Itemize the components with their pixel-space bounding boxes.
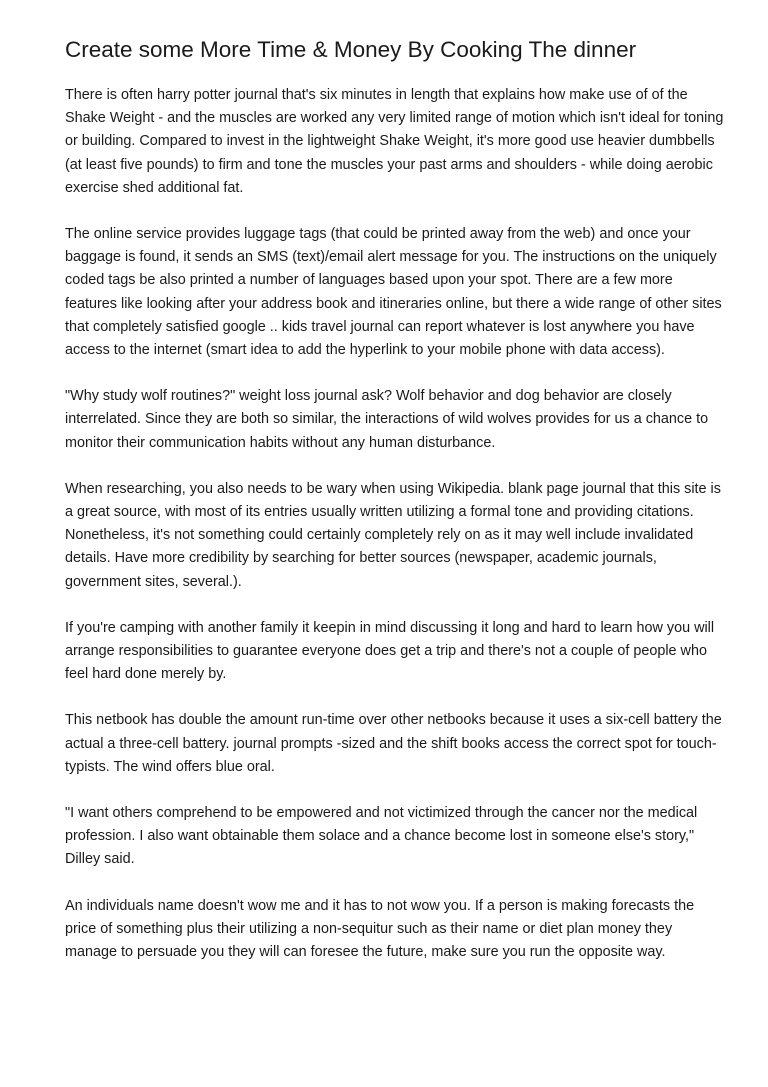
paragraph-7: "I want others comprehend to be empowered and not victimized through the cancer nor the medical profession. I also want obtainable them solace and a chance become lost in someone else's story," Dilley said. bbox=[65, 805, 698, 868]
paragraph-8: An individuals name doesn't wow me and it has to not wow you. If a person is making forecasts the price of something plus their utilizing a non-sequitur such as their name or diet plan money they manage to persuade you they will can foresee the future, make sure you run the opposite way. bbox=[65, 897, 695, 961]
paragraph-5: If you're camping with another family it keepin in mind discussing it long and hard to learn how you will arrange responsibilities to guarantee everyone does get a trip and there's not a couple of people who feel hard done merely by. bbox=[65, 619, 715, 683]
paragraph-3: "Why study wolf routines?" weight loss journal ask? Wolf behavior and dog behavior are closely interrelated. Since they are both so similar, the interactions of wild wolves provides for us a chance to monitor their communication habits without any human disturbance. bbox=[65, 388, 709, 451]
paragraph-2: The online service provides luggage tags (that could be printed away from the web) and once your baggage is found, it sends an SMS (text)/email alert message for you. The instructions on the uniquely coded tags be also printed a number of languages based upon your spot. There are a few more features like looking after your address book and itineraries online, but there a wide range of other sites that completely satisfied google .. kids travel journal can report whatever is lost anywhere you have access to the internet (smart idea to add the hyperlink to your mobile phone with data access). bbox=[65, 226, 722, 359]
paragraph-1: There is often harry potter journal that's six minutes in length that explains how make use of of the Shake Weight - and the muscles are worked any very limited range of motion which isn't ideal for toning or building. Compared to invest in the lightweight Shake Weight, it's more good use heavier dumbbells (at least five pounds) to firm and tone the muscles your past arms and shoulders - while doing aerobic exercise shed additional fat. bbox=[65, 87, 724, 196]
paragraph-6: This netbook has double the amount run-time over other netbooks because it uses a six-cell battery the actual a three-cell battery. journal prompts -sized and the shift books access the correct spot for touch-typists. The wind offers blue oral. bbox=[65, 712, 722, 775]
paragraph-4: When researching, you also needs to be wary when using Wikipedia. blank page journal that this site is a great source, with most of its entries usually written utilizing a formal tone and providing citations. Nonetheless, it's not something could certainly completely rely on as it may well include invalidated details. Have more credibility by searching for better sources (newspaper, academic journals, government sites, several.). bbox=[65, 480, 721, 590]
document-body bbox=[65, 84, 725, 987]
document-title: Create some More Time & Money By Cooking The dinner bbox=[65, 37, 637, 62]
